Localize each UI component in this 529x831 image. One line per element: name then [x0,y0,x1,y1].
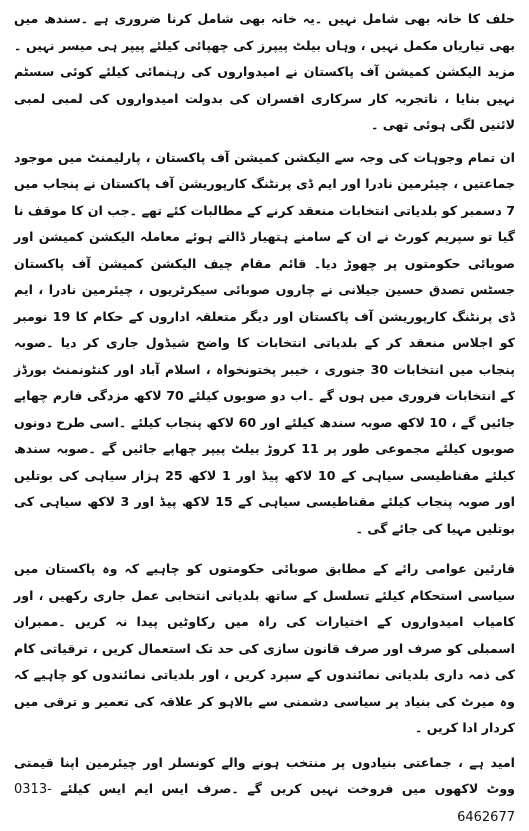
urdu-article [14,6,515,831]
article-closing-paragraph [14,750,515,831]
closing-text: امید ہے ، جماعتی بنیادوں پر منتخب ہونے والے کونسلر اور چیئرمین اپنا قیمتی ووٹ لاکھوں میں فروخت نہیں کریں گے ۔صرف ایس ایم ایس کیلئے [14,755,515,797]
article-paragraph-3: قارئین عوامی رائے کے مطابق صوبائی حکومتوں کو چاہیے کہ وہ پاکستان میں سیاسی استحکام کیلئے تسلسل کے ساتھ بلدیاتی انتخابی عمل جاری رکھیں ، اور کامیاب امیدواروں کے اختیارات کی راہ میں رکاوٹیں پیدا نہ کریں ۔ممبران اسمبلی کو صرف اور صرف قانون سازی کی حد تک استعمال کریں ، ترقیاتی کام کی ذمہ داری بلدیاتی نمائندوں کے سپرد کریں ، اور بلدیاتی نمائندوں کو چاہیے کہ وہ میرٹ کی بنیاد پر سیاسی دشمنی سے بالاہو کر علاقہ کی تعمیر و ترقی میں کردار ادا کریں ۔ [14,556,515,742]
sms-phone-number: 0313-6462677 [14,782,515,825]
article-paragraph-1: حلف کا خانہ بھی شامل نہیں ۔یہ خانہ بھی شامل کرنا ضروری ہے ۔سندھ میں بھی تیاریاں مکمل نہیں ، وہاں بیلٹ پیپرز کی چھپائی کیلئے پیپر ہی میسر نہیں ۔مزید الیکشن کمیشن آف پاکستان نے امیدواروں کی رہنمائی کیلئے کوئی سسٹم نہیں بنایا ، ناتجربہ کار سرکاری افسران کی بدولت امیدواروں کی لمبی لمبی لائنیں لگی ہوئی تھی ۔ [14,6,515,139]
article-paragraph-2: ان تمام وجوہات کی وجہ سے الیکشن کمیشن آف پاکستان ، پارلیمنٹ میں موجود جماعتیں ، چیئرمین نادرا اور ایم ڈی پرنٹنگ کارپوریشن آف پاکستان نے پنجاب میں 7 دسمبر کو بلدیاتی انتخابات منعقد کرنے کے مطالبات کئے تھے ۔جب ان کا موقف نا گیا تو سپریم کورٹ نے ان کے سامنے ہتھیار ڈالتے ہوئے معاملہ الیکشن کمیشن اور صوبائی حکومتوں پر چھوڑ دیا۔ قائم مقام چیف الیکشن کمیشن آف پاکستان جسٹس تصدق حسین جیلانی نے چاروں صوبائی سیکرٹریوں ، چیئرمین نادرا ، ایم ڈی پرنٹنگ کارپوریشن آف پاکستان اور دیگر متعلقہ اداروں کے حکام کا 19 نومبر کو اجلاس منعقد کر کے بلدیاتی انتخابات کا واضح شیڈول جاری کر دیا ۔صوبہ پنجاب میں انتخابات 30 جنوری ، خیبر پختونخواہ ، اسلام آباد اور کنٹونمنٹ بورڈز کے انتخابات فروری میں ہوں گے ۔اب دو صوبوں کیلئے 70 لاکھ مزدگی فارم چھاپے جائیں گے ، 10 لاکھ صوبہ سندھ کیلئے اور 60 لاکھ پنجاب کیلئے ۔اسی طرح دونوں صوبوں کیلئے مجموعی طور پر 11 کروڑ بیلٹ پیپر چھاپے جائیں گے ۔صوبہ سندھ کیلئے مقناطیسی سیاہی کے 10 لاکھ پیڈ اور 1 لاکھ 25 ہزار سیاہی کی بوتلیں اور صوبہ پنجاب کیلئے مقناطیسی سیاہی کے 15 لاکھ پیڈ اور 3 لاکھ سیاہی کی بوتلیں مہیا کی جائے گی ۔ [14,145,515,543]
